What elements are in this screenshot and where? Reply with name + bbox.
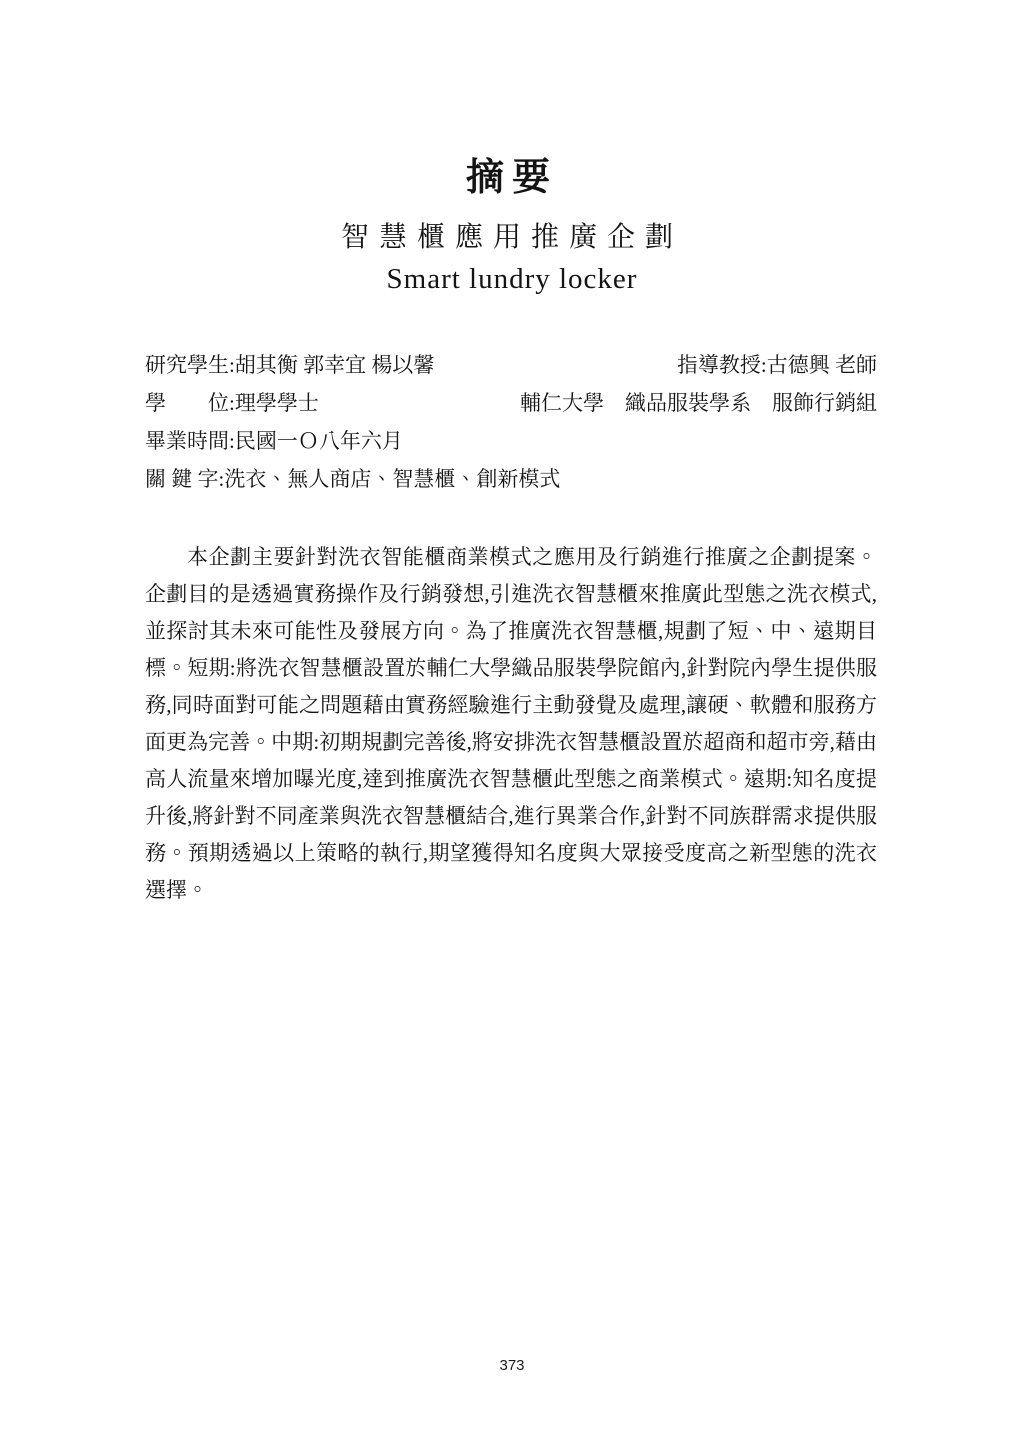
meta-university-department: 輔仁大學 織品服裝學系 服飾行銷組: [520, 391, 877, 415]
meta-advisor: 指導教授:古德興 老師: [676, 353, 877, 377]
meta-degree: 學 位:理學學士: [145, 391, 319, 415]
meta-row-students-advisor: [145, 348, 877, 386]
meta-row-degree-department: [145, 386, 877, 424]
meta-keywords: 關 鍵 字:洗衣、無人商店、智慧櫃、創新模式: [145, 467, 561, 491]
meta-research-students: 研究學生:胡其衡 郭幸宜 楊以馨: [145, 353, 435, 377]
meta-graduation-date: 畢業時間:民國一Ｏ八年六月: [145, 429, 403, 453]
page-number: 373: [499, 1357, 525, 1374]
page-title: 摘要: [465, 157, 558, 199]
subtitle-chinese: 智慧櫃應用推廣企劃: [340, 222, 683, 253]
meta-row-keywords: [145, 462, 877, 500]
abstract-paragraph: 本企劃主要針對洗衣智能櫃商業模式之應用及行銷進行推廣之企劃提案。企劃目的是透過實務操作及行銷發想,引進洗衣智慧櫃來推廣此型態之洗衣模式,並探討其未來可能性及發展方向。為了推廣洗衣智慧櫃,規劃了短、中、遠期目標。短期:將洗衣智慧櫃設置於輔仁大學織品服裝學院館內,針對院內學生提供服務,同時面對可能之問題藉由實務經驗進行主動發覺及處理,讓硬、軟體和服務方面更為完善。中期:初期規劃完善後,將安排洗衣智慧櫃設置於超商和超市旁,藉由高人流量來增加曝光度,達到推廣洗衣智慧櫃此型態之商業模式。遠期:知名度提升後,將針對不同產業與洗衣智慧櫃結合,進行異業合作,針對不同族群需求提供服務。預期透過以上策略的執行,期望獲得知名度與大眾接受度高之新型態的洗衣選擇。: [145, 545, 877, 902]
meta-row-graduation: [145, 424, 877, 462]
subtitle-english: Smart lundry locker: [386, 263, 638, 295]
metadata-block: [145, 348, 877, 500]
